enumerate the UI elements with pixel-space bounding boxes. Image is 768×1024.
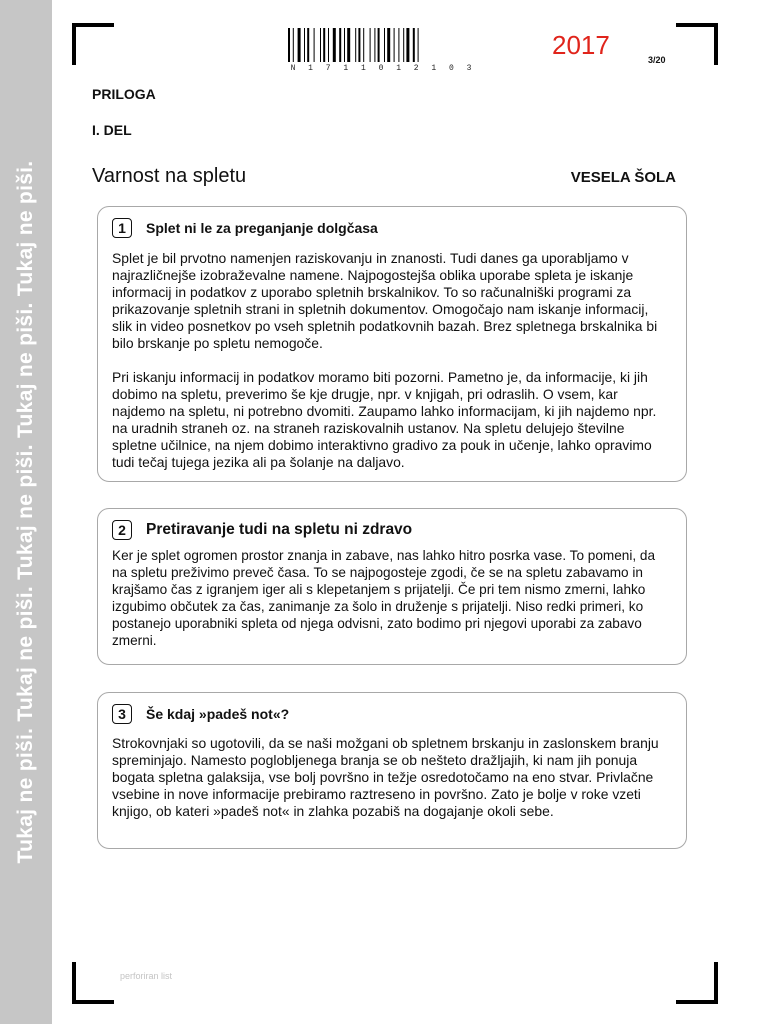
section-paragraph: Pri iskanju informacij in podatkov moramo biti pozorni. Pametno je, da informacije, ki jih dobimo na spletu, preverimo še kje drugje, npr. v knjigah, pri odraslih. O vsem, kar najdemo na spletu, ni potrebno dvomiti. Zaupamo lahko informacijam, ki jih najdemo npr. na uradnih straneh oz. na straneh raziskovalnih ustanov. Na spletu delujejo številne spletne učilnice, na njem dobimo interaktivno gradivo za pouk in učenje, lahko opravimo tudi tečaj tujega jezika ali pa šolanje na daljavo.	[112, 368, 657, 471]
document-label: PRILOGA	[92, 86, 156, 102]
section-number: 2	[112, 520, 132, 540]
section-box-3	[97, 692, 687, 849]
document-part: I. DEL	[92, 122, 132, 138]
section-box-1	[97, 206, 687, 482]
section-title: Še kdaj »padeš not«?	[146, 706, 290, 722]
section-title: Pretiravanje tudi na spletu ni zdravo	[146, 521, 413, 538]
section-paragraph: Strokovnjaki so ugotovili, da se naši možgani ob spletnem brskanju in zaslonskem branju spreminjajo. Namesto poglobljenega branja se ob nešteto dražljajih, ki nam jih ponuja bogata spletna galaksija, vse bolj površno in težje osredotočamo na eno stvar. Privlačne vsebine in nove informacije prebiramo raztreseno in površno. Zato je bolje v roke vzeti knjigo, ob kateri »padeš not« in zlahka pozabiš na dogajanje okoli sebe.	[112, 735, 659, 820]
section-number: 1	[112, 218, 132, 238]
margin-note: Tukaj ne piši. Tukaj ne piši. Tukaj ne piši. Tukaj ne piši. Tukaj ne piši.	[14, 160, 37, 864]
school-name: VESELA ŠOLA	[570, 169, 676, 186]
section-number: 3	[112, 704, 132, 724]
barcode	[288, 28, 478, 62]
section-header	[112, 519, 670, 541]
document-title: Varnost na spletu	[92, 165, 247, 187]
section-header	[112, 703, 670, 725]
footer-note: perforiran list	[120, 971, 173, 981]
section-paragraph: Splet je bil prvotno namenjen raziskovanju in znanosti. Tudi danes ga uporabljamo v najrazličnejše izobraževalne namene. Najpogostejša oblika uporabe spleta je iskanje informacij in podatkov z uporabo spletnih brskalnikov. To so računalniški programi za prikazovanje spletnih strani in spletnih dokumentov. Omogočajo nam iskanje informacij, slik in video posnetkov po vseh spletnih podatkovnih bazah. Brez spletnega brskalnika bi bilo brskanje po spletu nemogoče.	[112, 250, 658, 352]
registration-mark-top-right	[676, 23, 718, 65]
registration-mark-bottom-left	[72, 962, 114, 1004]
section-title: Splet ni le za preganjanje dolgčasa	[146, 220, 378, 236]
exam-year: 2017	[552, 30, 610, 60]
registration-mark-bottom-right	[676, 962, 718, 1004]
barcode-number: N 1 7 1 1 0 1 2 1 0 3	[290, 64, 476, 73]
section-paragraph: Ker je splet ogromen prostor znanja in zabave, nas lahko hitro posrka vase. To pomeni, da na spletu preživimo preveč časa. To se najpogosteje zgodi, če se na spletu zabavamo in krajšamo čas z igranjem iger ali s klepetanjem s prijatelji. Če pri tem nismo zmerni, lahko izgubimo občutek za čas, zanimanje za šolo in druženje s prijatelji. Niso redki primeri, ko postanejo uporabniki spleta od njega odvisni, zato bodimo pri njegovi uporabi za zabavo zmerni.	[112, 548, 656, 649]
registration-mark-top-left	[72, 23, 114, 65]
section-header	[112, 217, 670, 239]
page-number: 3/20	[648, 55, 666, 65]
section-box-2	[97, 508, 687, 665]
margin-strip	[0, 0, 52, 1024]
